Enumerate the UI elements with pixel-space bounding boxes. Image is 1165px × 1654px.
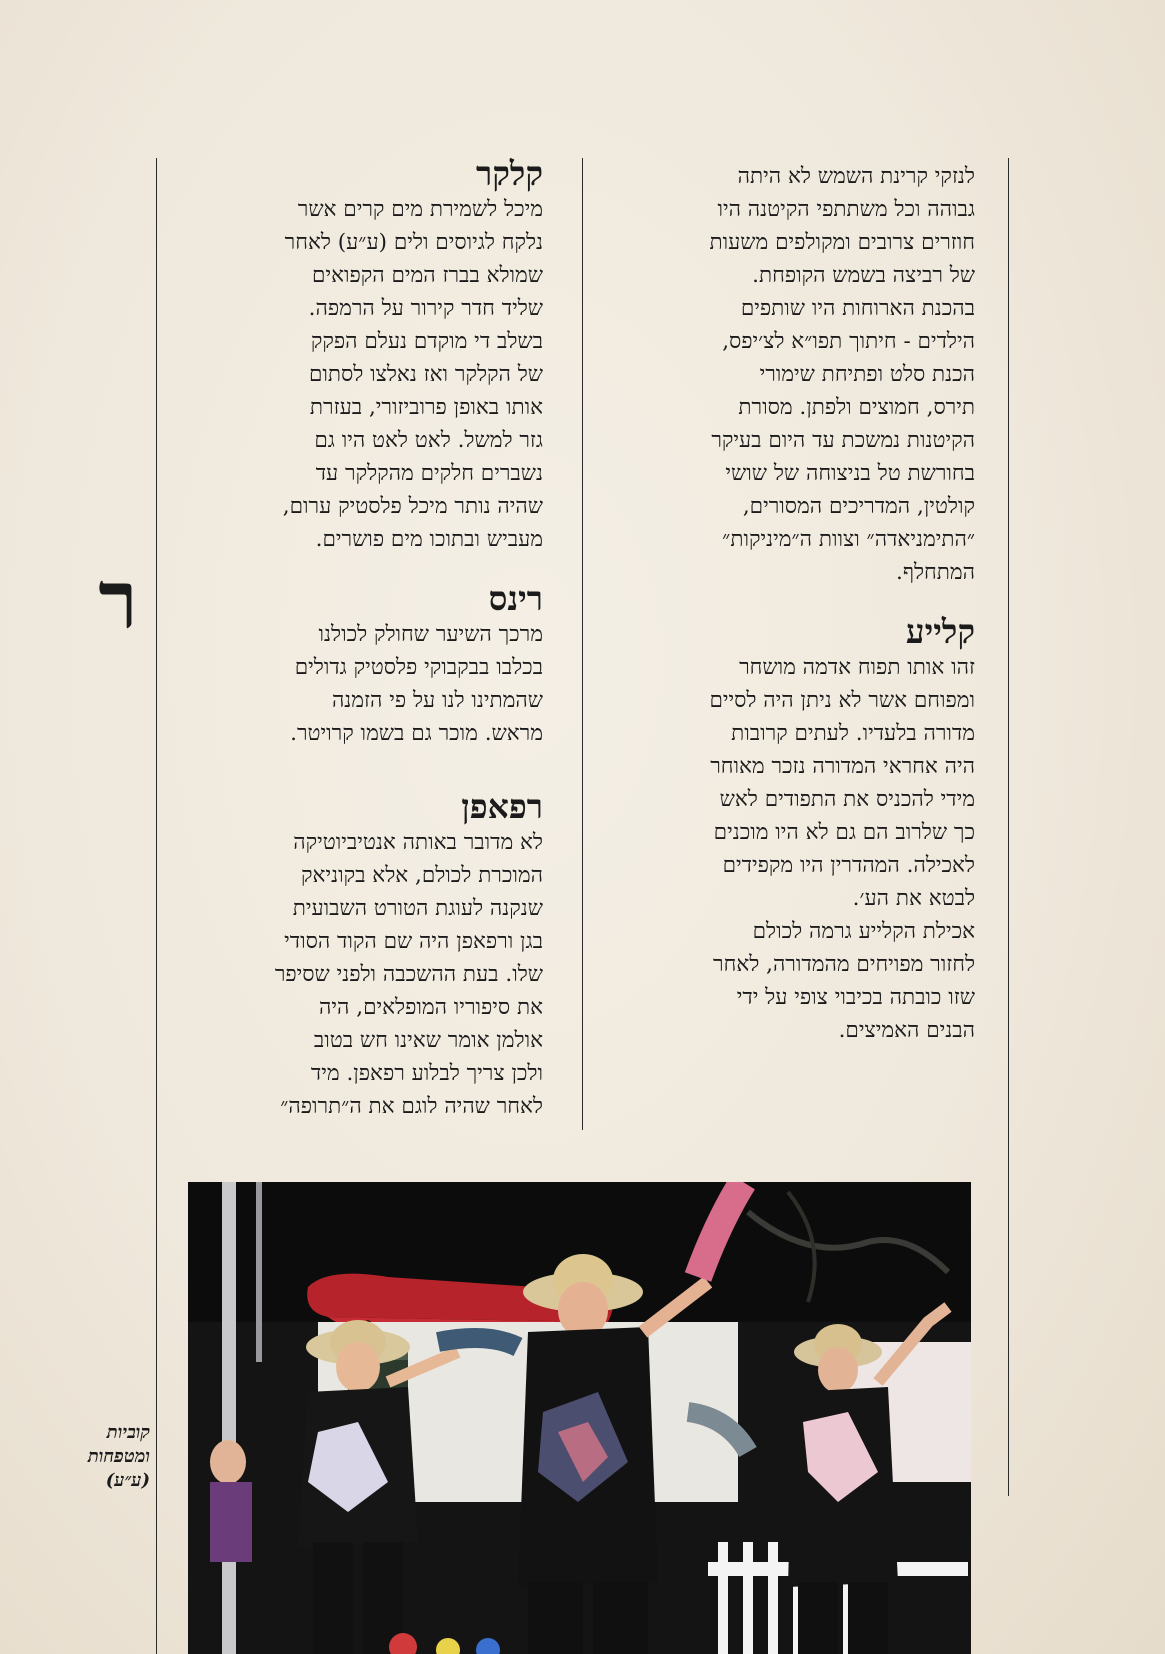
text-line: מדורה בלעדיו. לעתים קרובות <box>731 721 975 746</box>
text-line: בגן ורפאפן היה שם הקוד הסודי <box>284 929 543 954</box>
text-line: המוכרת לכולם, אלא בקוניאק <box>301 863 543 888</box>
entry-heading: רינס <box>488 579 543 618</box>
caption-line: (ע״ע) <box>105 1470 150 1491</box>
text-line: זהו אותו תפוח אדמה מושחר <box>739 655 975 680</box>
column-rule-right <box>1008 158 1009 1496</box>
text-line: היה אחראי המדורה נזכר מאוחר <box>710 754 975 779</box>
text-line: שהיה נותר מיכל פלסטיק ערום, <box>282 494 543 519</box>
dancers-photo <box>188 1182 971 1654</box>
section-letter: ר <box>98 553 138 647</box>
text-line: לאכילה. המהדרין היו מקפידים <box>722 853 975 878</box>
entry-heading: רפאפן <box>461 787 543 826</box>
right-column <box>575 160 975 1047</box>
text-line: בכלבו בבקבוקי פלסטיק גדולים <box>294 655 543 680</box>
entry-kaleya <box>575 613 975 1047</box>
text-line: את סיפוריו המופלאים, היה <box>319 995 543 1020</box>
text-line: שלו. בעת ההשכבה ולפני שסיפר <box>274 962 543 987</box>
text-line: אכילת הקלייע גרמה לכולם <box>752 919 975 944</box>
text-line: שזו כובתה בכיבוי צופי על ידי <box>736 985 975 1010</box>
text-line: תירס, חמוצים ולפתן. מסורת <box>738 395 975 420</box>
text-line: של רביצה בשמש הקופחת. <box>752 263 975 288</box>
text-line: שמולא בברז המים הקפואים <box>312 263 543 288</box>
caption-line: קוביות <box>106 1422 150 1443</box>
text-line: ולכן צריך לבלוע רפאפן. מיד <box>310 1061 543 1086</box>
text-line: שליד חדר קירור על הרמפה. <box>308 296 543 321</box>
text-line: המתחלף. <box>896 560 975 585</box>
entry-rins <box>143 580 543 750</box>
text-line: הכנת סלט ופתיחת שימורי <box>759 362 975 387</box>
text-line: נשברים חלקים מהקלקר עד <box>315 461 543 486</box>
left-column <box>143 155 543 1123</box>
text-line: לאחר שהיה לוגם את ה״תרופה״ <box>280 1094 543 1119</box>
text-line: שנקנה לעוגת הטורט השבועית <box>292 896 543 921</box>
text-line: גבוהה וכל משתתפי הקיטנה היו <box>717 197 975 222</box>
text-line: קולטין, המדריכים המסורים, <box>742 494 975 519</box>
text-line: מראש. מוכר גם בשמו קרויטר. <box>290 721 543 746</box>
text-line: מעביש ובתוכו מים פושרים. <box>315 527 543 552</box>
text-line: לנזקי קרינת השמש לא היתה <box>737 164 975 189</box>
text-line: מרכך השיער שחולק לכולנו <box>318 622 543 647</box>
text-line: לא מדובר באותה אנטיביוטיקה <box>293 830 543 855</box>
text-line: לחזור מפויחים מהמדורה, לאחר <box>713 952 975 977</box>
text-line: לבטא את הע׳. <box>852 886 975 911</box>
text-line: בהכנת הארוחות היו שותפים <box>740 296 975 321</box>
text-line: ומפוחם אשר לא ניתן היה לסיים <box>709 688 975 713</box>
text-line: הבנים האמיצים. <box>838 1018 975 1043</box>
text-line: חוזרים צרובים ומקולפים משעות <box>709 230 975 255</box>
text-line: אולמן אומר שאינו חש בטוב <box>313 1028 543 1053</box>
text-line: מידי להכניס את התפודים לאש <box>719 787 975 812</box>
entry-kalkar <box>143 155 543 556</box>
text-line: הקיטנות נמשכת עד היום בעיקר <box>711 428 975 453</box>
text-line: כך שלרוב הם גם לא היו מוכנים <box>713 820 975 845</box>
text-line: נלקח לגיוסים ולים (ע״ע) לאחר <box>284 230 543 255</box>
text-line: בשלב די מוקדם נעלם הפקק <box>310 329 543 354</box>
text-line: של הקלקר ואז נאלצו לסתום <box>308 362 543 387</box>
caption-line: ומטפחות <box>87 1446 150 1467</box>
entry-heading: קלייע <box>905 612 975 651</box>
text-line: הילדים - חיתוך תפו״א לצ׳יפס, <box>722 329 975 354</box>
photo-caption <box>40 1421 150 1493</box>
entry-heading: קלקר <box>476 154 543 193</box>
intro-paragraph <box>575 160 975 589</box>
text-line: גזר למשל. לאט לאט היו גם <box>314 428 543 453</box>
text-line: בחורשת טל בניצוחה של שושי <box>725 461 975 486</box>
text-line: שהמתינו לנו על פי הזמנה <box>331 688 543 713</box>
text-line: אותו באופן פרוביזורי, בעזרת <box>309 395 543 420</box>
text-line: ״התימניאדה״ וצוות ה״מיניקות״ <box>722 527 975 552</box>
text-line: מיכל לשמירת מים קרים אשר <box>297 197 543 222</box>
entry-rafapen <box>143 788 543 1123</box>
